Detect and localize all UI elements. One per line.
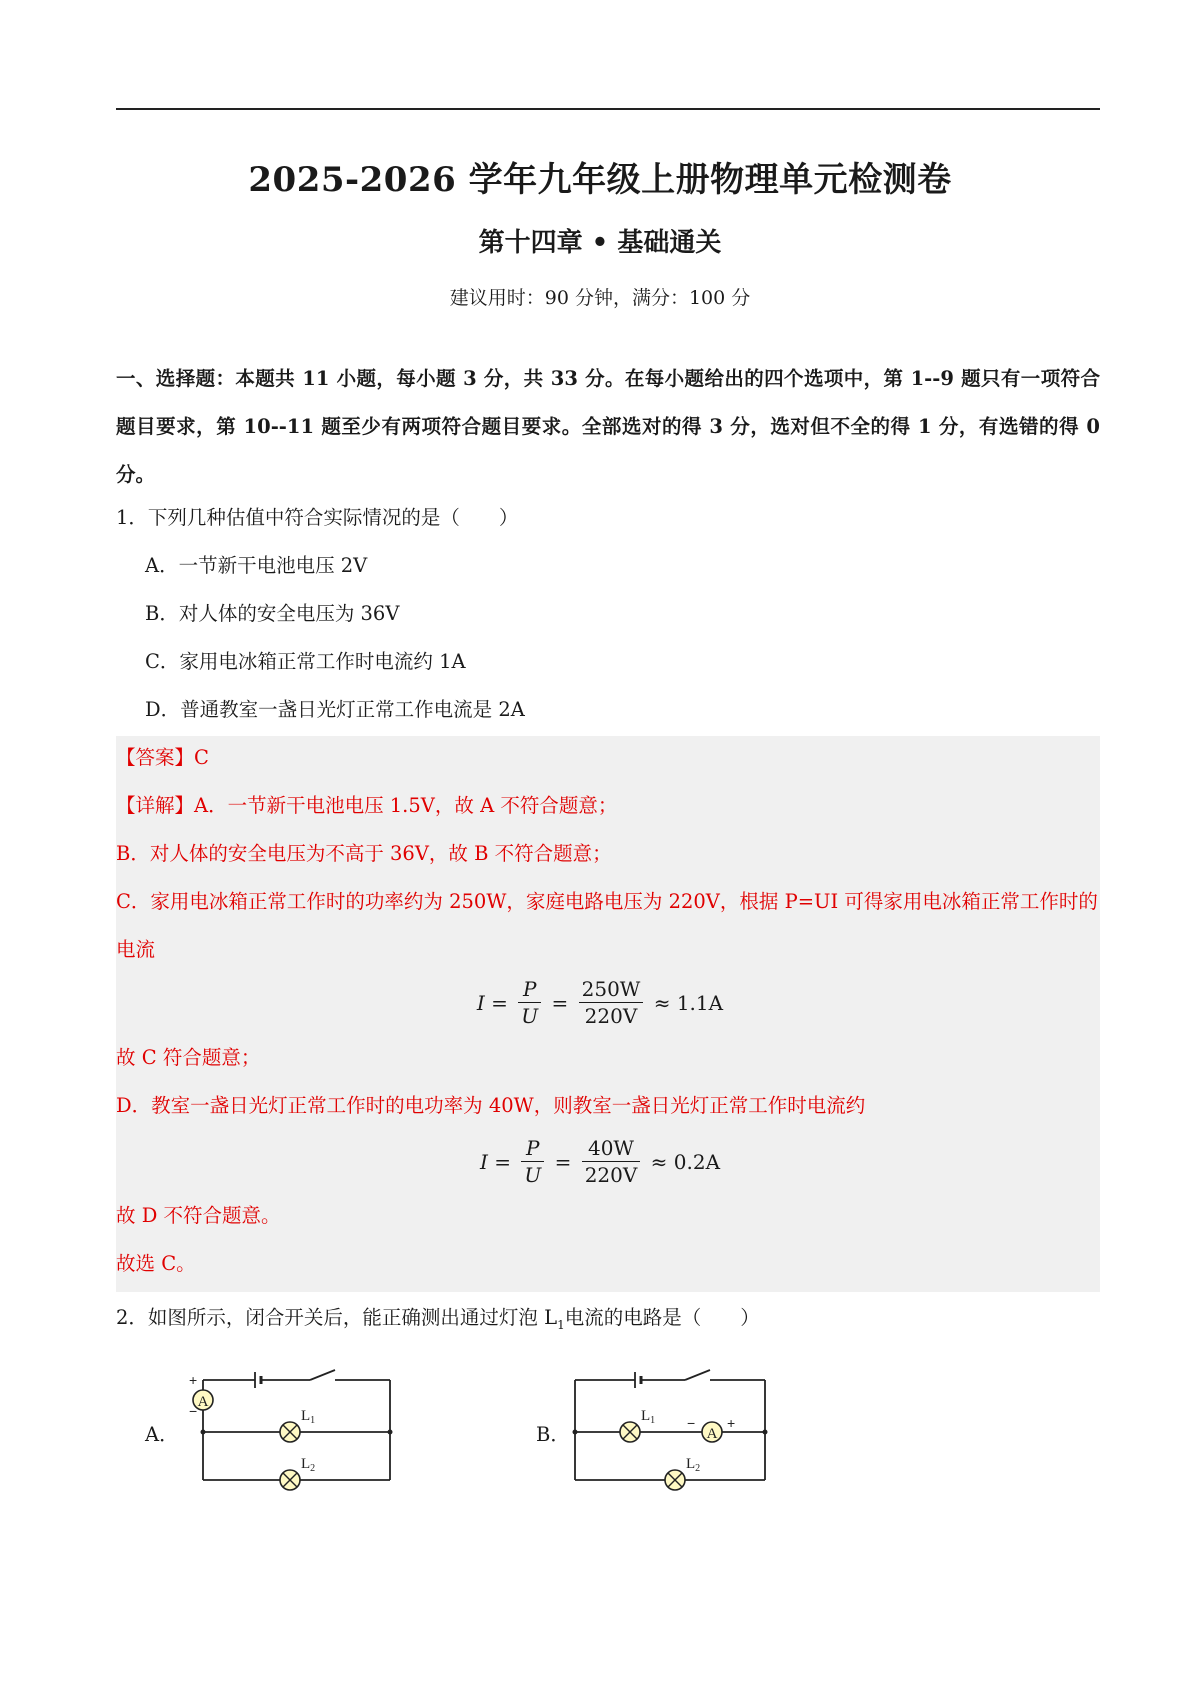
question-1-stem: 1．下列几种估值中符合实际情况的是（ ） — [116, 506, 519, 529]
formula-lhs: I — [479, 1149, 488, 1174]
formula-lamp-current: I = $\frac{P}{U}$ = $\frac{40W}{220V}$ ≈ 0.2A — [479, 1136, 721, 1187]
question-2-stem — [116, 1306, 760, 1337]
circuit-a-label: A． — [145, 1423, 179, 1446]
explanation-d: D．教室一盏日光灯正常工作时的电功率为 40W，则教室一盏日光灯正常工作时电流约 — [116, 1094, 866, 1117]
formula-lhs: I — [476, 990, 485, 1015]
lamp-icon — [620, 1422, 640, 1442]
ammeter-icon — [702, 1422, 722, 1442]
formula-power-symbol: P — [521, 1135, 544, 1162]
svg-text:A: A — [197, 1394, 209, 1410]
svg-text:A: A — [706, 1426, 718, 1442]
exam-title: 2025-2026 学年九年级上册物理单元检测卷 — [248, 160, 952, 200]
formula-numerator: 250W — [579, 976, 644, 1003]
formula-denominator: 220V — [584, 1004, 638, 1028]
explanation-d-conclusion: 故 D 不符合题意。 — [116, 1204, 281, 1227]
explanation-b: B．对人体的安全电压为不高于 36V，故 B 不符合题意； — [116, 842, 612, 865]
explanation-a: 【详解】A．一节新干电池电压 1.5V，故 A 不符合题意； — [116, 794, 618, 817]
circuit-b-label: B． — [536, 1423, 570, 1446]
time-score-info: 建议用时：90 分钟，满分：100 分 — [449, 287, 751, 309]
question-1-option-c: C．家用电冰箱正常工作时电流约 1A — [145, 650, 466, 673]
explanation-final: 故选 C。 — [116, 1252, 196, 1275]
question-2-stem-text: 2．如图所示，闭合开关后，能正确测出通过灯泡 L — [116, 1306, 558, 1329]
question-1-option-b: B．对人体的安全电压为 36V — [145, 602, 400, 625]
formula-result: ≈ 1.1A — [653, 990, 724, 1015]
question-2-stem-sub: 1 — [557, 1317, 565, 1332]
lamp-icon — [280, 1422, 300, 1442]
explanation-c: C．家用电冰箱正常工作时的功率约为 250W，家庭电路电压为 220V，根据 P=UI 可得家用电冰箱正常工作时的电流 — [116, 890, 1098, 961]
answer-label: 【答案】C — [116, 746, 209, 769]
lamp-l2-label: $L_2$ — [686, 1456, 701, 1474]
ammeter-minus-label: − — [189, 1403, 198, 1419]
lamp-l2-label: $L_2$ — [301, 1456, 316, 1474]
ammeter-plus-label: + — [727, 1415, 736, 1431]
question-2-stem-end: 电流的电路是（ ） — [564, 1306, 760, 1329]
header-rule — [116, 108, 1100, 110]
section-instructions: 一、选择题：本题共 11 小题，每小题 3 分，共 33 分。在每小题给出的四个选项中，第 1--9 题只有一项符合题目要求，第 10--11 题至少有两项符合题目要求。全部选对的得 3 分，选对但不全的得 1 分，有选错的得 0 分。 — [116, 367, 1100, 486]
formula-voltage-symbol: U — [524, 1163, 542, 1187]
lamp-l1-label: $L_1$ — [641, 1408, 656, 1426]
formula-numerator: 40W — [582, 1135, 641, 1162]
lamp-icon — [665, 1470, 685, 1490]
explanation-c-conclusion: 故 C 符合题意； — [116, 1046, 261, 1069]
circuit-a-diagram — [175, 1350, 405, 1500]
lamp-icon — [280, 1470, 300, 1490]
circuit-b-diagram — [565, 1350, 795, 1500]
formula-voltage-symbol: U — [521, 1004, 539, 1028]
formula-fridge-current: I = $\frac{P}{U}$ = $\frac{250W}{220V}$ ≈ 1.1A — [476, 977, 724, 1028]
formula-denominator: 220V — [584, 1163, 638, 1187]
chapter-subtitle: 第十四章 • 基础通关 — [478, 228, 722, 258]
ammeter-minus-label: − — [687, 1415, 696, 1431]
question-1-option-d: D．普通教室一盏日光灯正常工作电流是 2A — [145, 698, 525, 721]
lamp-l1-label: $L_1$ — [301, 1408, 316, 1426]
ammeter-plus-label: + — [189, 1372, 198, 1388]
question-1-option-a: A．一节新干电池电压 2V — [145, 554, 368, 577]
formula-result: ≈ 0.2A — [650, 1149, 721, 1174]
formula-power-symbol: P — [518, 976, 541, 1003]
